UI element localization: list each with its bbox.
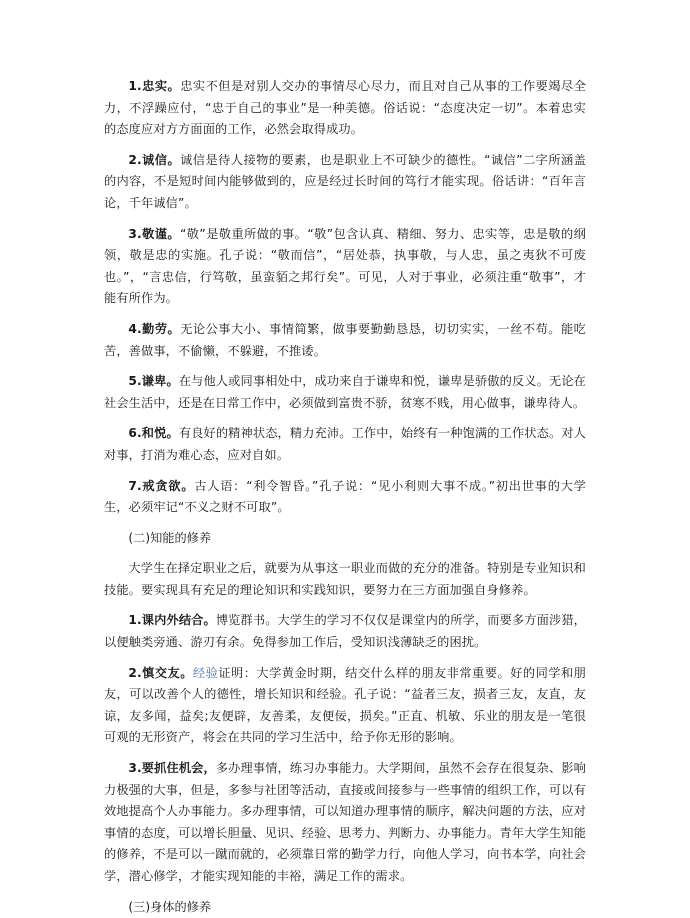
paragraph-heading: 3.要抓住机会， [128,761,216,776]
paragraph-heading: 4.勤劳。 [128,321,181,336]
paragraph-heading: 5.谦卑。 [128,374,179,389]
paragraph-text: 有良好的精神状态，精力充沛。工作中，始终有一种饱满的工作状态。对人对事，打消为难心态，应对自如。 [104,426,586,462]
paragraph-heading: 2.慎交友。 [128,665,193,680]
paragraph-respect [104,224,586,310]
section-title-body: (三)身体的修养 [128,899,212,914]
paragraph-text: 无论公事大小、事情简繁，做事要勤勤恳恳，切切实实，一丝不苟。能吃苦，善做事，不偷懒，不躲避，不推诿。 [104,321,586,358]
paragraph-heading: 7.戒贪欲。 [128,478,195,493]
paragraph-cheerfulness [104,423,586,466]
paragraph-humility [104,371,586,414]
paragraph-text: “敬”是敬重所做的事。“敬”包含认真、精细、努力、忠实等，忠是敬的纲领，敬是忠的实施。孔子说：“敬而信”，“居处恭，执事敬，与人忠，虽之夷狄不可废也。”，“言忠信，行笃敬，虽蛮貊之邦行矣”。可见，人对于事业，必须注重“敬事”，才能有所作为。 [104,226,586,306]
paragraph-study [104,610,586,653]
paragraph-friends [104,663,586,749]
paragraph-text: 多办理事情，练习办事能力。大学期间，虽然不会存在很复杂、影响力极强的大事，但是，多参与社团等活动，直接或间接参与一些事情的组织工作，可以有效地提高个人办事能力。多办理事情，可以知道办理事情的顺序，解决问题的方法，应对事情的态度，可以增长胆量、见识、经验、思考力、判断力、办事能力。青年大学生知能的修养，不是可以一蹴而就的，必须靠日常的勤学力行，向他人学习，向书本学，向社会学，潜心修学，才能实现知能的丰裕，满足工作的需求。 [104,761,587,883]
section-title-knowledge: (二)知能的修养 [128,530,212,545]
paragraph-loyalty [104,76,586,141]
paragraph-text: 在与他人或同事相处中，成功来自于谦卑和悦，谦卑是骄傲的反义。无论在社会生活中，还是在日常工作中，必须做到富贵不骄，贫寒不贱，用心做事，谦卑待人。 [104,374,586,410]
paragraph-no-greed [104,476,586,519]
paragraph-heading: 1.课内外结合。 [128,613,216,628]
paragraph-heading: 3.敬谨。 [128,226,181,241]
paragraph-opportunity [104,758,586,888]
experience-link[interactable]: 经验 [192,665,219,680]
paragraph-heading: 6.和悦。 [128,426,179,441]
paragraph-text: 忠实不但是对别人交办的事情尽心尽力，而且对自己从事的工作要竭尽全力，不浮躁应付，“忠于自己的事业”是一种美德。俗话说：“态度决定一切”。本着忠实的态度应对方方面面的工作，必然会取得成功。 [104,79,586,137]
paragraph-text: 博览群书。大学生的学习不仅仅是课堂内的所学，而要多方面涉猎，以便触类旁通、游刃有余。免得参加工作后，受知识浅薄缺乏的困扰。 [104,613,587,650]
paragraph-text: 古人语：“利令智昏。”孔子说：“见小利则大事不成。”初出世事的大学生，必须牢记“不义之财不可取”。 [104,478,586,515]
paragraph-integrity [104,150,586,215]
paragraph-heading: 1.忠实。 [128,79,181,93]
paragraph-heading: 2.诚信。 [128,152,181,167]
paragraph-diligence [104,319,586,362]
paragraph-text: 诚信是待人接物的要素，也是职业上不可缺少的德性。“诚信”二字所涵盖的内容，不是短时间内能够做到的，应是经过长时间的笃行才能实现。俗话讲：“百年言论，千年诚信”。 [104,152,586,210]
paragraph-text: 证明：大学黄金时期，结交什么样的朋友非常重要。好的同学和朋友，可以改善个人的德性，增长知识和经验。孔子说：“益者三友，损者三友，友直，友谅，友多闻，益矣;友便辟，友善柔，友便佞，损矣。”正直、机敏、乐业的朋友是一笔很可观的无形资产，将会在共同的学习生活中，给予你无形的影响。 [104,665,586,745]
section-intro-knowledge: 大学生在择定职业之后，就要为从事这一职业而做的充分的准备。特别是专业知识和技能。要实现具有充足的理论知识和实践知识，要努力在三方面加强自身修养。 [104,561,586,597]
